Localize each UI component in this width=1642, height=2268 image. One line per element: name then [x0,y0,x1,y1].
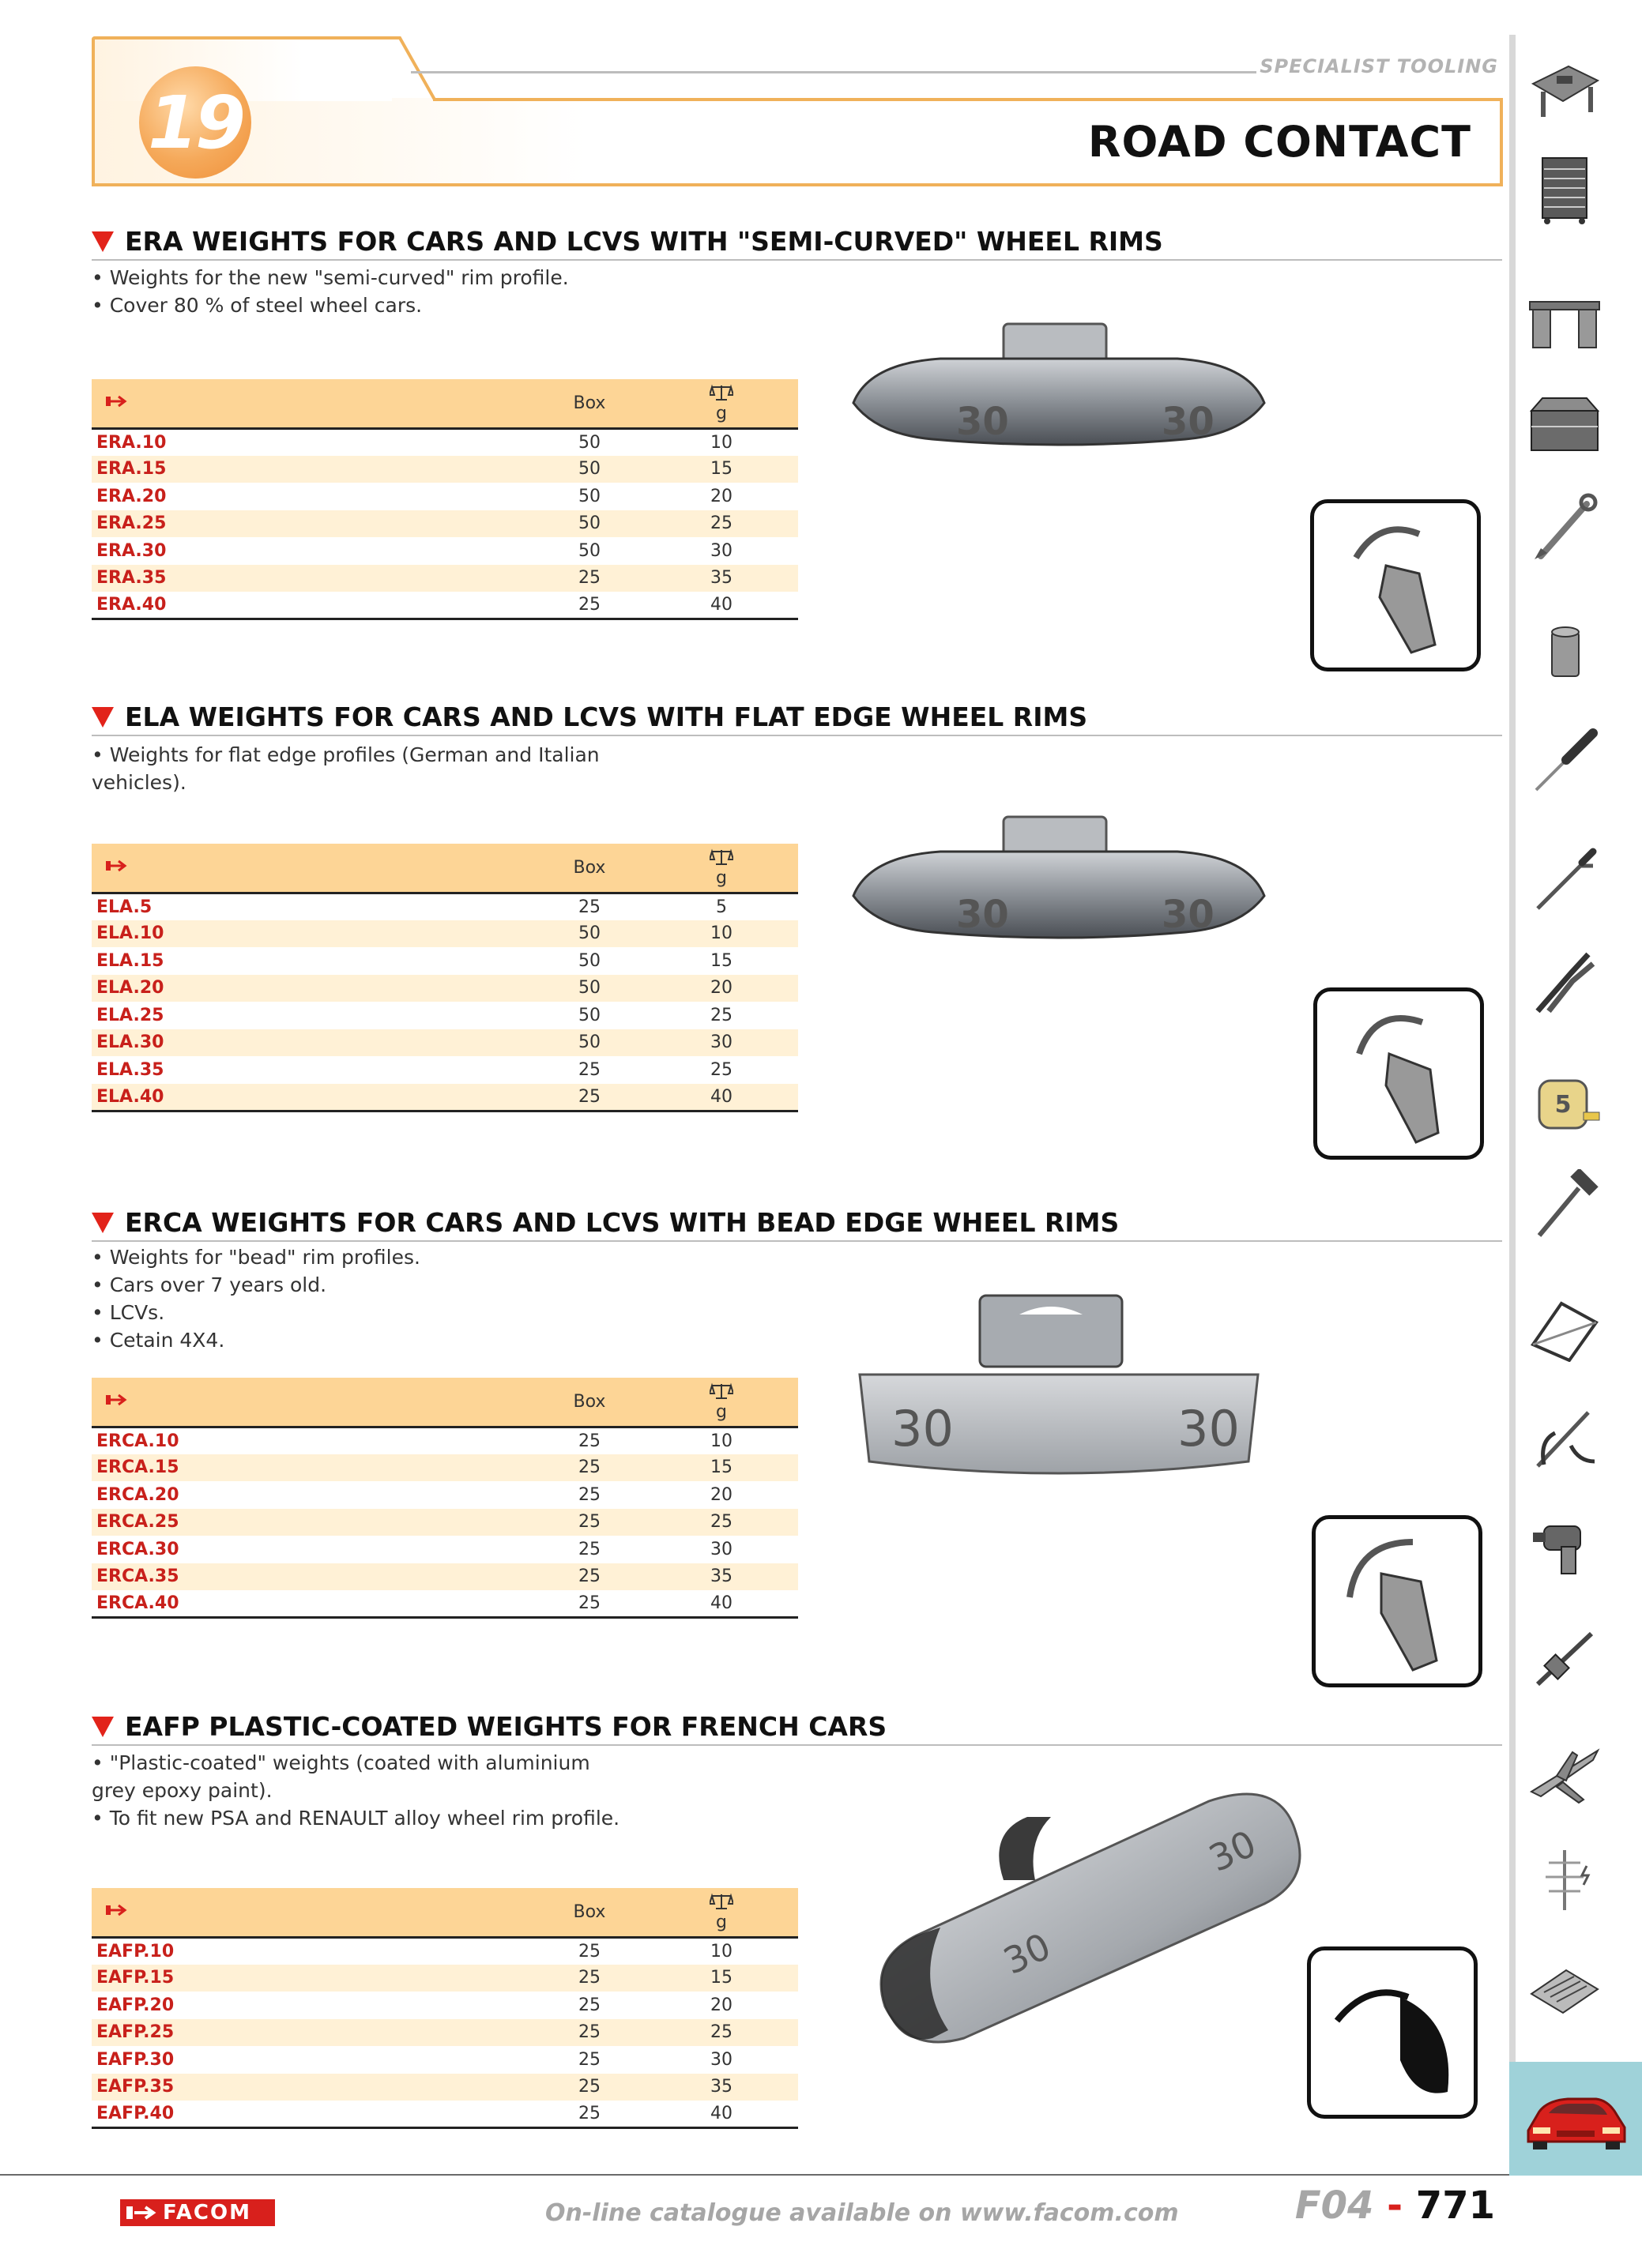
table-eafp [92,1888,798,2129]
svg-text:30: 30 [996,1924,1057,1983]
impact-wrench-icon[interactable] [1520,1506,1609,1585]
table-erca [92,1378,798,1619]
pipe-wrench-icon[interactable] [1520,1618,1609,1697]
header-right-border [1500,98,1503,186]
category-label: SPECIALIST TOOLING [1260,55,1498,77]
table-row: ERCA.15 25 15 [92,1454,798,1482]
table-row: EAFP.25 25 25 [92,2019,798,2047]
table-row: ERCA.25 25 25 [92,1509,798,1536]
electrical-icon[interactable] [1520,1839,1609,1918]
section-bullets-eafp: • "Plastic-coated" weights (coated with aluminium grey epoxy paint). • To fit new PSA and RENAULT alloy wheel rim profile. [92,1751,620,1830]
reference-arrow-icon [104,394,133,408]
reference-arrow-icon [104,1903,133,1917]
hammer-icon[interactable] [1520,1166,1609,1245]
box-column-header: Box [534,379,645,428]
hacksaw-icon[interactable] [1520,1286,1609,1365]
section-rule [92,735,1502,736]
screwdriver-icon[interactable] [1520,720,1609,799]
table-row: ELA.30 50 30 [92,1029,798,1057]
section-rule [92,1744,1502,1746]
section-title-erca: ERCA WEIGHTS FOR CARS AND LCVS WITH BEAD EDGE WHEEL RIMS [92,1207,1119,1238]
svg-text:30: 30 [891,1400,954,1457]
table-row: ERA.15 50 15 [92,456,798,483]
table-row: ERA.35 25 35 [92,565,798,592]
reference-arrow-icon [104,1393,133,1407]
weight-column-header: g [645,1888,798,1937]
tape-measure-icon[interactable] [1520,1063,1609,1142]
header-gray-line [411,71,1256,73]
car-icon[interactable] [1509,2062,1642,2176]
section-rule [92,259,1502,261]
table-row: EAFP.15 25 15 [92,1965,798,1992]
online-catalogue-link[interactable]: On-line catalogue available on www.facom.com [545,2199,1179,2227]
scale-icon [710,1382,733,1400]
scale-icon [710,384,733,401]
table-row: ELA.20 50 20 [92,975,798,1002]
puller-icon[interactable] [1520,1398,1609,1477]
era-weight-image [845,316,1272,482]
electronics-icon[interactable] [1520,1951,1609,2030]
scale-icon [710,1893,733,1910]
tool-cabinet-icon[interactable] [1520,150,1609,229]
section-bullets-era: • Weights for the new "semi-curved" rim profile. • Cover 80 % of steel wheel cars. [92,266,569,317]
pliers-icon[interactable] [1520,942,1609,1021]
ela-clip-profile-image [1313,987,1484,1160]
table-header-row [92,1888,798,1937]
table-row: ERCA.20 25 20 [96,1484,732,1505]
section-title-ela: ELA WEIGHTS FOR CARS AND LCVS WITH FLAT EDGE WHEEL RIMS [92,701,1087,732]
table-era [92,379,798,620]
ela-weight-image [845,809,1272,975]
table-row: EAFP.30 25 30 [96,2049,732,2070]
section-bullets-erca: • Weights for "bead" rim profiles. • Cars over 7 years old. • LCVs. • Cetain 4X4. [92,1246,420,1352]
table-header-row [92,1378,798,1427]
table-header-row [92,379,798,428]
wrench-icon[interactable] [1520,490,1609,569]
svg-text:30: 30 [1177,1400,1240,1457]
table-row: ERA.30 50 30 [96,540,732,561]
chapter-rail [1509,35,1516,2176]
page-title: ROAD CONTACT [1087,117,1471,167]
table-row: ERA.10 50 10 [96,432,732,453]
svg-text:5: 5 [1554,1091,1572,1119]
era-clip-profile-image [1310,499,1481,671]
table-row: ELA.25 50 25 [96,1005,732,1025]
scale-icon [710,848,733,866]
reference-column-header [92,379,534,428]
page-number: F04 - 771 [1294,2183,1495,2228]
table-row: EAFP.10 25 10 [96,1941,732,1961]
header-top-border [433,98,1503,101]
reference-column-header [92,1378,534,1427]
eafp-clip-profile-image [1307,1946,1478,2119]
work-table-icon[interactable] [1520,283,1609,362]
table-ela [92,844,798,1112]
reference-column-header [92,1888,534,1937]
box-column-header: Box [534,844,645,893]
facom-arrow-icon [125,2203,158,2222]
socket-icon[interactable] [1520,615,1609,694]
table-row: ERA.25 50 25 [92,510,798,538]
triangle-bullet-icon [92,1213,114,1233]
weight-column-header: g [645,844,798,893]
table-row: ELA.10 50 10 [92,920,798,948]
table-row: EAFP.40 25 40 [92,2101,798,2128]
chapter-number-badge: 19 [139,66,251,179]
svg-text:30: 30 [1202,1822,1263,1880]
table-header-row [92,844,798,893]
table-row: ELA.35 25 25 [96,1059,732,1080]
hex-key-icon[interactable] [1520,839,1609,918]
table-row: ERA.20 50 20 [96,486,732,506]
table-row: ELA.40 25 40 [92,1084,798,1111]
triangle-bullet-icon [92,231,114,252]
header-slant [387,35,443,106]
triangle-bullet-icon [92,1717,114,1737]
svg-text:30: 30 [1162,400,1215,444]
table-row: ERCA.30 25 30 [96,1539,732,1559]
table-row: ERCA.40 25 40 [92,1590,798,1618]
svg-text:30: 30 [956,893,1009,937]
reference-column-header [92,844,534,893]
footer-rule [0,2174,1509,2176]
section-rule [92,1240,1502,1242]
triangle-bullet-icon [92,707,114,728]
table-row: ERCA.35 25 35 [92,1563,798,1591]
reference-arrow-icon [104,859,133,873]
weight-column-header: g [645,1378,798,1427]
section-title-eafp: EAFP PLASTIC-COATED WEIGHTS FOR FRENCH CARS [92,1711,887,1742]
aircraft-icon[interactable] [1520,1733,1609,1812]
box-column-header: Box [534,1378,645,1427]
table-row: ERA.40 25 40 [92,592,798,619]
section-title-era: ERA WEIGHTS FOR CARS AND LCVS WITH "SEMI-CURVED" WHEEL RIMS [92,226,1163,257]
eafp-weight-image [869,1785,1328,2054]
facom-logo: FACOM [120,2199,275,2226]
erca-weight-image [853,1288,1264,1493]
box-column-header: Box [534,1888,645,1937]
svg-text:30: 30 [1162,893,1215,937]
erca-clip-profile-image [1312,1515,1482,1687]
svg-text:30: 30 [956,400,1009,444]
weight-column-header: g [645,379,798,428]
table-row: EAFP.35 25 35 [92,2074,798,2101]
toolbox-icon[interactable] [1520,384,1609,463]
table-row: EAFP.20 25 20 [96,1995,732,2015]
table-row: ELA.5 25 5 [96,897,727,917]
workbench-icon[interactable] [1520,49,1609,128]
section-bullets-ela: • Weights for flat edge profiles (German and Italian vehicles). [92,743,600,794]
table-row: ERCA.10 25 10 [96,1431,732,1451]
table-row: ELA.15 50 15 [96,950,732,971]
